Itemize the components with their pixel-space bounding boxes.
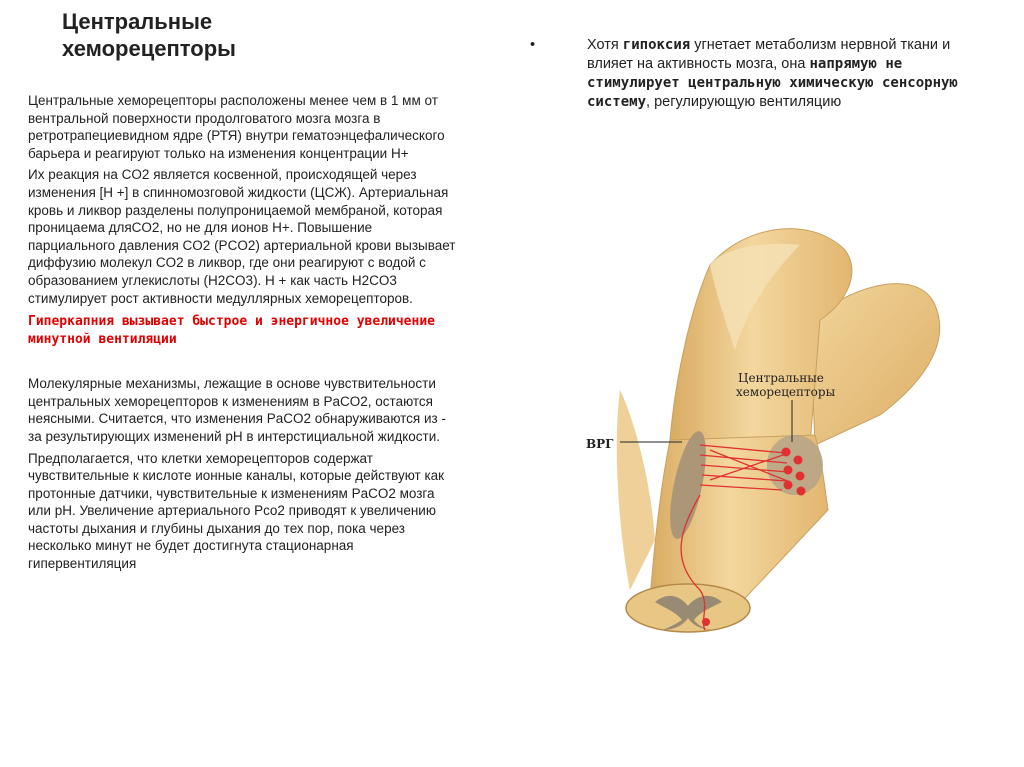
paragraph-molecular-mechanisms: Молекулярные механизмы, лежащие в основе чувствительности центральных хеморецепторов к изменениям в PaCO2, остаются неясными. Считается, что изменения PaCO2 обнаруживаются из - за результирующих изменений pH в интерстициальной жидкости. — [28, 376, 446, 444]
bullet-text — [587, 36, 970, 112]
paragraph-proton-sensors: Предполагается, что клетки хеморецепторов содержат чувствительные к кислоте ионные каналы, которые действуют как протонные датчики, чувствительные к изменениям PaCO2 мозга или pH. Увеличение артериального Pco2 приводят к увеличению частоты дыхания и глубины дыхания до тех пор, пока через несколько минут не будет достигнута стационарная гипервентиляция — [28, 450, 445, 572]
diagram-label-vrg: ВРГ — [586, 437, 614, 451]
title-line-1: Центральные — [62, 9, 213, 34]
brainstem-diagram — [560, 210, 960, 650]
paragraph-location: Центральные хеморецепторы расположены менее чем в 1 мм от вентральной поверхности продолговатого мозга мозга в ретротрапециевидном ядре (РТЯ) внутри гематоэнцефалического барьера и реагируют только на изменения концентрации Н+ — [28, 93, 445, 161]
paragraph-hypercapnia-highlight: Гиперкапния вызывает быстрое и энергичное увеличение минутной вентиляции — [28, 314, 435, 348]
bullet-bold-hypoxia: гипоксия — [622, 37, 691, 53]
bullet-bold-no-stimulation: напрямую не стимулирует центральную химическую сенсорную систему — [587, 56, 958, 110]
medulla-left-edge — [617, 390, 655, 590]
bullet-text-part2: угнетает метаболизм нервной ткани и влияет на активность мозга, она — [587, 37, 951, 72]
paragraph-co2-response: Их реакция на CO2 является косвенной, происходящей через изменения [H +] в спинномозговой жидкости (ЦСЖ). Артериальная кровь и ликвор разделены полупроницаемой мембраной, которая проницаема дляCO2, но не для ионов H+. Повышение парциального давления CO2 (PCO2) артериальной крови вызывает диффузию молекул CO2 в ликвор, где они реагируют с водой с образованием углекислоты (H2CO3). H + как часть H2CO3 стимулирует рост активности медуллярных хеморецепторов. — [28, 167, 456, 306]
diagram-label-receptors-2: хеморецепторы — [736, 385, 836, 399]
page-title — [62, 8, 236, 62]
bullet-text-part1: Хотя — [587, 37, 623, 53]
diagram-label-receptors-1: Центральные — [738, 371, 824, 385]
right-bullet-block — [530, 36, 970, 112]
brainstem-illustration — [560, 210, 960, 650]
left-text-column — [28, 92, 458, 573]
bullet-text-part3: , регулирующую вентиляцию — [646, 94, 842, 110]
title-line-2: хеморецепторы — [62, 36, 236, 61]
bullet-marker: • — [530, 37, 536, 53]
receptor-area — [767, 435, 823, 495]
